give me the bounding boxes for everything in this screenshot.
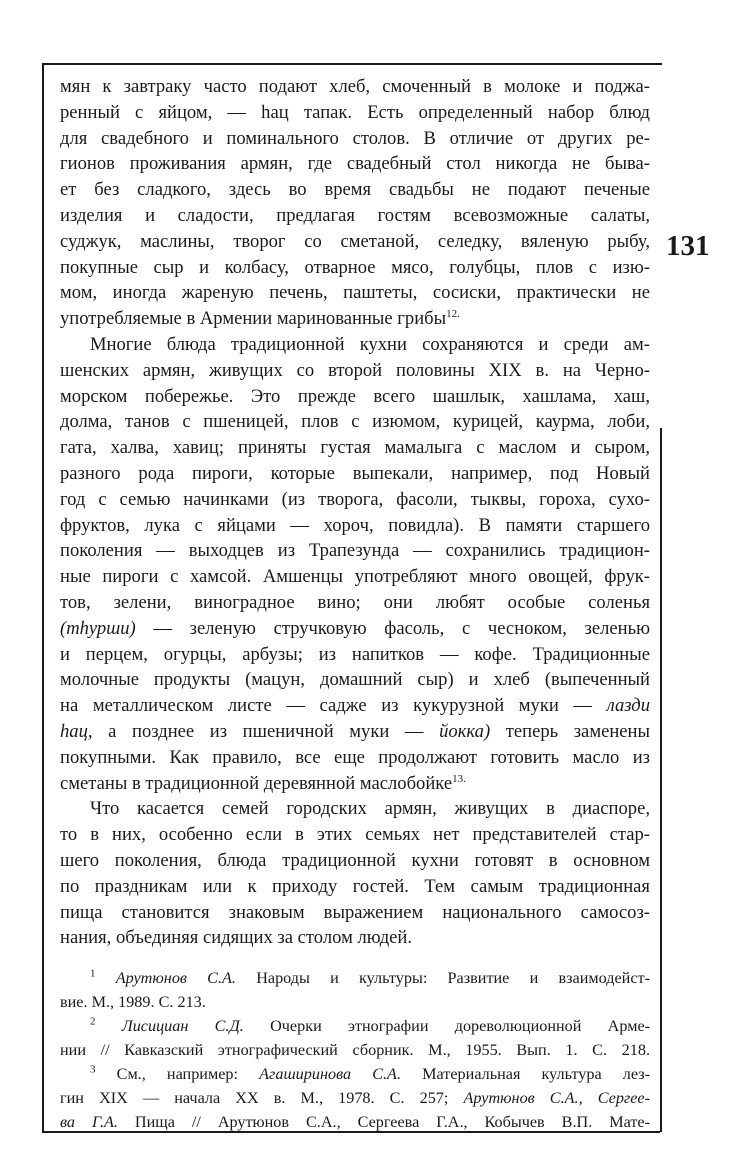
footnote-number: 1 <box>90 967 96 980</box>
footnote-ref-13: 13. <box>452 772 466 785</box>
text-line: шенских армян, живущих со второй половины XIX в. на Черно- <box>60 359 650 381</box>
text-line: Многие блюда традиционной кухни сохраняются и среди ам- <box>90 333 650 355</box>
footnote-text: гин XIX — начала XX в. М., 1978. С. 257; <box>60 1089 449 1107</box>
text-line: то в них, особенно если в этих семьях нет представителей стар- <box>60 824 650 846</box>
footnote-author: ва Г.А. <box>60 1113 118 1131</box>
italic-term: hац <box>60 720 88 742</box>
footnote-text: Материальная культура лез- <box>422 1065 651 1083</box>
text-line <box>60 306 650 332</box>
footnote-text: См., например: <box>116 1065 238 1083</box>
footnote-text: Народы и культуры: Развитие и взаимодейст- <box>256 969 650 987</box>
text-line: гата, халва, хавиц; приняты густая мамалыга с маслом и сыром, <box>60 437 650 459</box>
text-line: и перцем, огурцы, арбузы; из напитков — кофе. Традиционные <box>60 643 650 665</box>
footnote-author: Арутюнов С.А. <box>115 969 236 987</box>
footnote-author: Лисициан С.Д. <box>121 1017 244 1035</box>
footnote-3 <box>60 1062 650 1086</box>
text-line: долма, танов с пшеницей, плов с изюмом, курицей, каурма, лоби, <box>60 411 650 433</box>
text-segment: на металлическом листе — садже из кукурузной муки — <box>60 695 593 717</box>
footnote-line <box>60 1110 650 1134</box>
text-line: пища становится знаковым выражением национального самосоз- <box>60 901 650 923</box>
footnote-author: Агаширинова С.А. <box>259 1065 401 1083</box>
text-line: ные пироги с хамсой. Амшенцы употребляют много овощей, фрук- <box>60 566 650 588</box>
body-text <box>60 74 650 951</box>
text-segment: сметаны в традиционной деревянной маслобойке <box>60 772 453 794</box>
text-line: фруктов, лука с яйцами — хороч, повидла). В памяти старшего <box>60 514 650 536</box>
text-line: поколения — выходцев из Трапезунда — сохранились традицион- <box>60 540 650 562</box>
page-frame-left <box>42 63 44 1131</box>
text-line <box>60 693 650 719</box>
page-frame-right <box>660 428 662 1132</box>
text-line: ренный с яйцом, — hац тапак. Есть определенный набор блюд <box>60 101 650 123</box>
text-line <box>60 616 650 642</box>
text-line: разного рода пироги, которые выпекали, например, под Новый <box>60 462 650 484</box>
footnote-2 <box>60 1014 650 1038</box>
text-line: гионов проживания армян, где свадебный стол никогда не быва- <box>60 153 650 175</box>
text-line: тов, зелени, виноградное вино; они любят особые соленья <box>60 591 650 613</box>
page-number: 131 <box>666 230 710 262</box>
text-line: изделия и сладости, предлагая гостям всевозможные салаты, <box>60 204 650 226</box>
text-segment: — зеленую стручковую фасоль, с чесноком, зеленью <box>153 617 650 639</box>
text-segment: , а позднее из пшеничной муки — <box>87 720 424 742</box>
italic-term: йокка) <box>439 720 491 742</box>
text-line: год с семью начинками (из творога, фасоли, тыквы, гороха, сухо- <box>60 488 650 510</box>
footnote-text: Пища // Арутюнов С.А., Сергеева Г.А., Кобычев В.П. Мате- <box>134 1113 650 1131</box>
text-line: для свадебного и поминального столов. В отличие от других ре- <box>60 127 650 149</box>
footnote-number: 2 <box>90 1015 96 1028</box>
text-line: нания, объединяя сидящих за столом людей. <box>60 927 413 949</box>
text-line: шего поколения, блюда традиционной кухни готовят в основном <box>60 849 650 871</box>
italic-term: лазди <box>606 695 650 717</box>
text-line: покупными. Как правило, все еще продолжают готовить масло из <box>60 746 650 768</box>
text-line: ет без сладкого, здесь во время свадьбы не подают печеные <box>60 179 650 201</box>
text-line <box>60 719 650 745</box>
text-segment: теперь заменены <box>505 720 650 742</box>
text-line: мян к завтраку часто подают хлеб, смоченный в молоке и поджа- <box>60 76 650 97</box>
text-line: морском побережье. Это прежде всего шашлык, хашлама, хаш, <box>60 385 650 407</box>
footnote-ref-12: 12. <box>446 307 460 320</box>
footnote-line: нии // Кавказский этнографический сборник. М., 1955. Вып. 1. С. 218. <box>60 1041 650 1059</box>
text-line: молочные продукты (мацун, домашний сыр) и хлеб (выпеченный <box>60 669 650 691</box>
footnote-text: Очерки этнографии дореволюционной Арме- <box>270 1017 651 1035</box>
italic-term: (тhурши) <box>60 617 136 639</box>
footnotes <box>60 966 650 1134</box>
page-frame-top <box>42 63 662 65</box>
footnote-line: вие. М., 1989. С. 213. <box>60 993 206 1011</box>
footnote-number: 3 <box>90 1063 96 1076</box>
text-line: покупные сыр и колбасу, отварное мясо, голубцы, плов с изю- <box>60 256 650 278</box>
text-line: Что касается семей городских армян, живущих в диаспоре, <box>90 798 650 820</box>
text-line: мом, иногда жареную печень, паштеты, сосиски, практически не <box>60 282 650 304</box>
text-line <box>60 771 650 797</box>
footnote-line <box>60 1086 650 1110</box>
footnote-1 <box>60 966 650 990</box>
footnote-author: Арутюнов С.А., Сергее- <box>463 1089 651 1107</box>
text-segment: употребляемые в Армении маринованные грибы <box>60 308 447 330</box>
text-line: суджук, маслины, творог со сметаной, селедку, вяленую рыбу, <box>60 230 650 252</box>
text-line: по праздникам или к приходу гостей. Тем самым традиционная <box>60 875 650 897</box>
